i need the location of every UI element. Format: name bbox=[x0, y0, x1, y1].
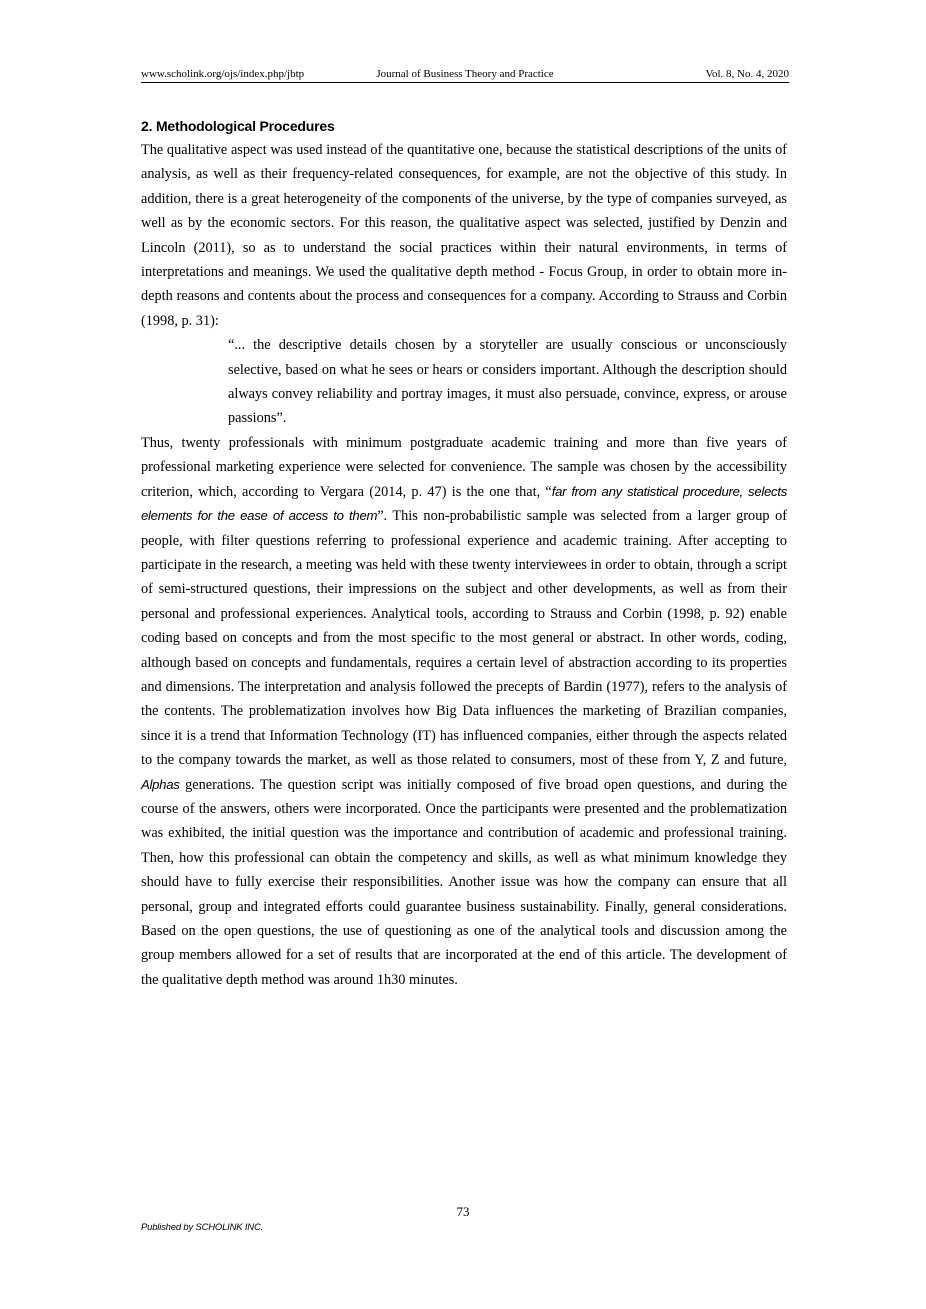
block-quote: “... the descriptive details chosen by a storyteller are usually conscious or unconsciously selective, based on what he sees or hears or considers important. Although the description should always convey reliability and portray images, it must also persuade, convince, express, or arouse passions”. bbox=[228, 337, 787, 427]
paragraph-2-text-c: generations. The question script was initially composed of five broad open questions, and during the course of the answers, others were incorporated. Once the participants were presented and the problematization was exhibited, the initial question was the importance and contribution of academic and professional training. Then, how this professional can obtain the competency and skills, as well as what minimum knowledge they should have to fully exercise their responsibilities. Another issue was how the company can ensure that all personal, group and integrated efforts could guarantee business sustainability. Finally, general considerations. Based on the open questions, the use of questioning as one of the analytical tools and discussion among the group members allowed for a set of results that are incorporated at the end of this article. The development of the qualitative depth method was around 1h30 minutes. bbox=[141, 776, 787, 988]
page-number: 73 bbox=[456, 1204, 470, 1219]
paragraph-2 bbox=[141, 431, 787, 992]
paragraph-2-text-b: ”. This non-probabilistic sample was selected from a larger group of people, with filter questions referring to professional experience and academic training. After accepting to participate in the research, a meeting was held with these twenty interviewees in order to obtain, through a script of semi-structured questions, their impressions on the subject and other developments, as well as from their personal and professional experiences. Analytical tools, according to Strauss and Corbin (1998, p. 92) enable coding based on concepts and from the most specific to the most general or abstract. In other words, coding, although based on concepts and fundamentals, requires a certain level of abstraction according to its properties and dimensions. The interpretation and analysis followed the precepts of Bardin (1977), refers to the analysis of the contents. The problematization involves how Big Data influences the marketing of Brazilian companies, since it is a trend that Information Technology (IT) has influenced companies, either through the aspects related to the company towards the market, as well as those related to consumers, most of these from Y, Z and future, bbox=[141, 508, 787, 769]
alphas-term: Alphas bbox=[141, 776, 180, 792]
section-body bbox=[141, 138, 787, 992]
publisher-footer: Published by SCHOLINK INC. bbox=[141, 1222, 264, 1233]
volume-issue: Vol. 8, No. 4, 2020 bbox=[705, 68, 789, 80]
journal-url-link[interactable]: www.scholink.org/ojs/index.php/jbtp bbox=[141, 68, 305, 80]
paragraph-2-text-a: Thus, twenty professionals with minimum postgraduate academic training and more than five years of professional marketing experience were selected for convenience. The sample was chosen by the accessibility criterion, which, according to Vergara (2014, p. 47) is the one that, “ bbox=[141, 434, 787, 500]
quoted-definition: far from any statistical procedure, selects elements for the ease of access to them bbox=[141, 483, 787, 524]
section-heading: 2. Methodological Procedures bbox=[141, 118, 335, 134]
journal-title: Journal of Business Theory and Practice bbox=[376, 68, 554, 80]
running-header bbox=[141, 66, 789, 83]
paragraph-1: The qualitative aspect was used instead of the quantitative one, because the statistical descriptions of the units of analysis, as well as their frequency-related consequences, for example, are not the objective of this study. In addition, there is a great heterogeneity of the components of the universe, by the type of companies surveyed, as well as by the economic sectors. For this reason, the qualitative aspect was selected, justified by Denzin and Lincoln (2011), so as to understand the social practices within their natural environments, in terms of interpretations and meanings. We used the qualitative depth method - Focus Group, in order to obtain more in-depth reasons and contents about the process and consequences for a company. According to Strauss and Corbin (1998, p. 31): bbox=[141, 142, 787, 329]
